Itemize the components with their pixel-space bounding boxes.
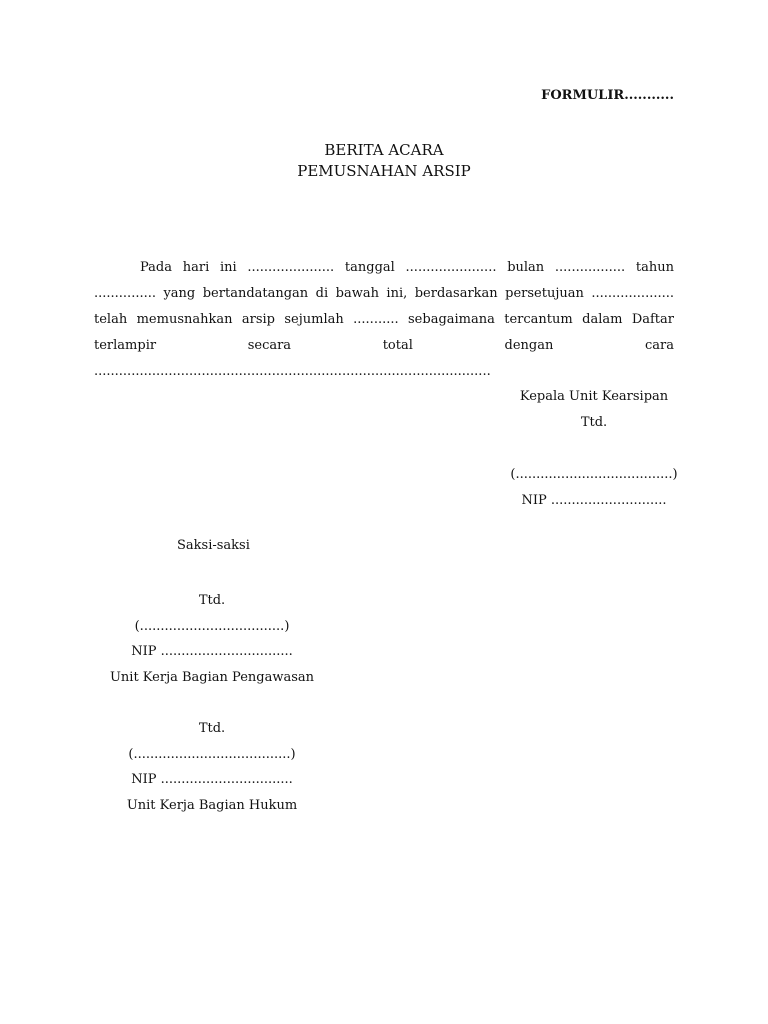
head-ttd: Ttd. [580,415,608,430]
witness-nip: NIP ................................ [131,772,293,787]
witness-unit: Unit Kerja Bagian Hukum [126,797,298,813]
signature-space [500,436,688,462]
title-line-2: PEMUSNAHAN ARSIP [297,162,471,180]
witness-block-2 [100,716,324,818]
witness-nip: NIP ................................ [131,644,293,659]
body-paragraph [94,255,674,385]
witness-name-blank: (......................................) [128,746,296,762]
witness-label: Saksi-saksi [177,538,250,553]
witness-ttd: Ttd. [198,593,226,608]
witness-unit: Unit Kerja Bagian Pengawasan [109,669,315,685]
witness-block-1 [100,588,324,690]
head-signature-block [500,384,688,514]
head-nip: NIP ............................ [521,493,667,508]
head-position: Kepala Unit Kearsipan [519,389,669,404]
head-name-blank: (......................................) [510,467,678,482]
title-line-1: BERITA ACARA [324,141,444,159]
body-paragraph-text: Pada hari ini ..................... tanggal ...................... bulan ................. tahun ............... yang bertandatangan di bawah ini, berdasarkan persetujuan .................... telah memusnahkan arsip sejumlah ........... sebagaimana tercantum dalam Daftar terlampir secara total dengan cara ................................................................................................ [94,260,674,379]
witness-ttd: Ttd. [198,721,226,736]
form-code: FORMULIR........... [541,88,674,103]
document-title [0,140,768,182]
witness-name-blank: (...................................) [134,618,290,634]
